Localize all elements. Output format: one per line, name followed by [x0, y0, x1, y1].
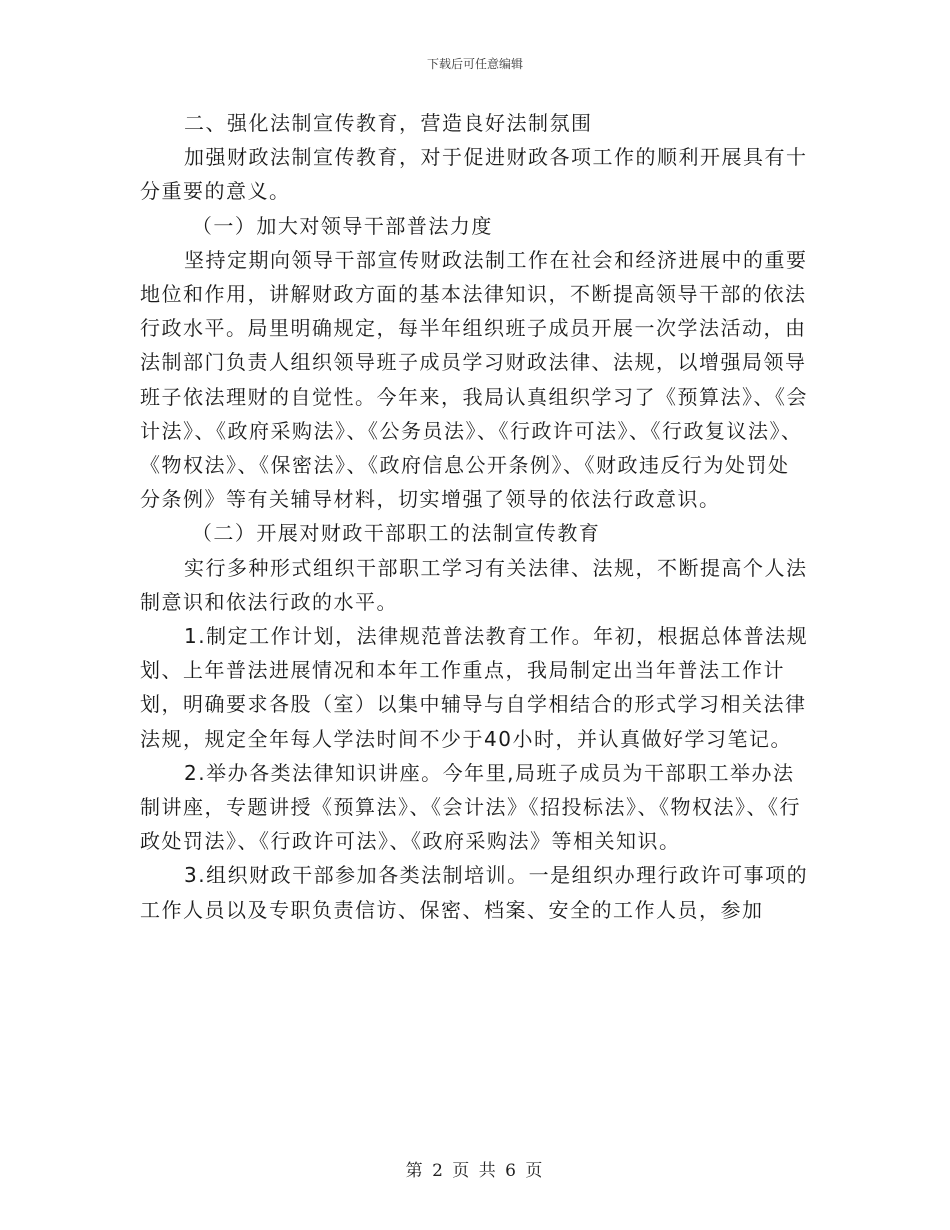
header-note: 下载后可任意编辑 — [426, 57, 523, 71]
paragraph: 3.组织财政干部参加各类法制培训。一是组织办理行政许可事项的工作人员以及专职负责信访、保密、档案、安全的工作人员，参加 — [140, 863, 809, 922]
paragraph: 1.制定工作计划，法律规范普法教育工作。年初，根据总体普法规划、上年普法进展情况和本年工作重点，我局制定出当年普法工作计划，明确要求各股（室）以集中辅导与自学相结合的形式学习相关法律法规，规定全年每人学法时间不少于40小时，并认真做好学习笔记。 — [140, 624, 809, 751]
paragraph: 加强财政法制宣传教育，对于促进财政各项工作的顺利开展具有十分重要的意义。 — [140, 145, 808, 204]
paragraph: 实行多种形式组织干部职工学习有关法律、法规，不断提高个人法制意识和依法行政的水平。 — [140, 555, 808, 614]
paragraph: 2.举办各类法律知识讲座。今年里,局班子成员为干部职工举办法制讲座，专题讲授《预算法》、《会计法》《招投标法》、《物权法》、《行政处罚法》、《行政许可法》、《政府采购法》等相关知识。 — [140, 760, 801, 854]
paragraph: 坚持定期向领导干部宣传财政法制工作在社会和经济进展中的重要地位和作用，讲解财政方面的基本法律知识，不断提高领导干部的依法行政水平。局里明确规定，每半年组织班子成员开展一次学法活动，由法制部门负责人组织领导班子成员学习财政法律、法规，以增强局领导班子依法理财的自觉性。今年来，我局认真组织学习了《预算法》、《会计法》、《政府采购法》、《公务员法》、《行政许可法》、《行政复议法》、《物权法》、《保密法》、《政府信息公开条例》、《财政违反行为处罚处分条例》等有关辅导材料，切实增强了领导的依法行政意识。 — [140, 247, 808, 512]
document-body — [140, 106, 810, 927]
page-number: 第 2 页 共 6 页 — [405, 1161, 545, 1181]
subsection-heading: （二）开展对财政干部职工的法制宣传教育 — [184, 521, 601, 546]
subsection-heading: （一）加大对领导干部普法力度 — [184, 213, 493, 238]
section-heading: 二、强化法制宣传教育，营造良好法制氛围 — [184, 111, 593, 135]
